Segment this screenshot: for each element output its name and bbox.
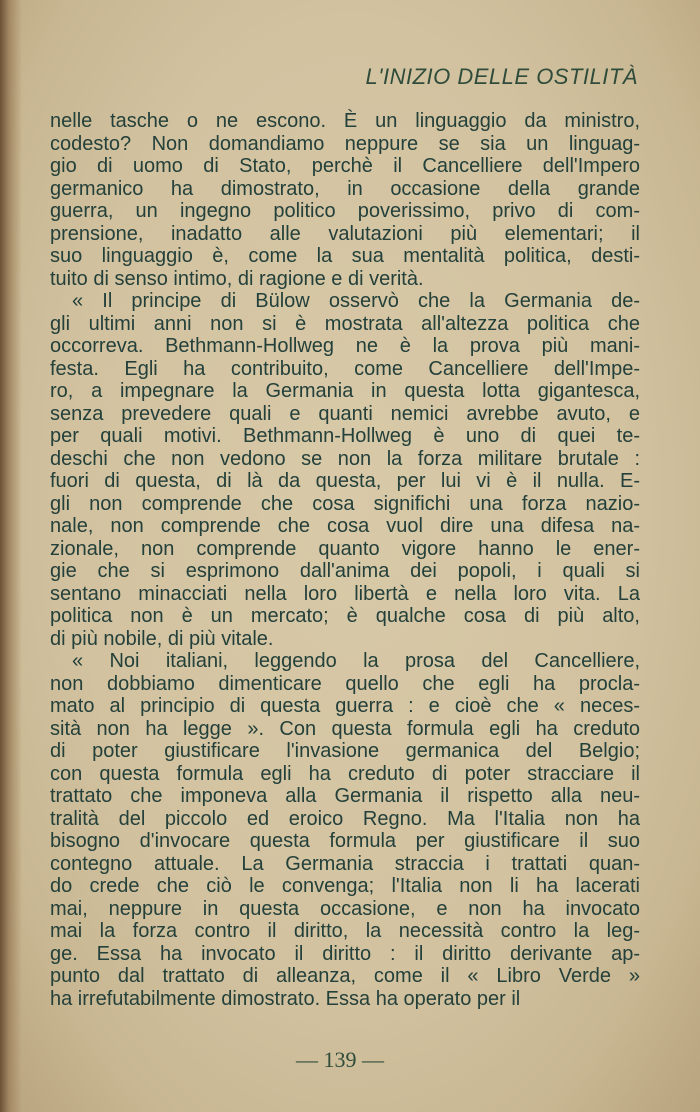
text-line: guerra, un ingegno politico poverissimo, privo di com- xyxy=(50,200,640,222)
text-line: bisogno d'invocare questa formula per giustificare il suo xyxy=(50,830,640,852)
text-line: germanico ha dimostrato, in occasione della grande xyxy=(50,177,640,200)
text-line: politica non è un mercato; è qualche cosa di più alto, xyxy=(50,605,640,627)
text-line: tuito di senso intimo, di ragione e di verità. xyxy=(50,267,424,290)
text-line: sentano minacciati nella loro libertà e nella loro vita. La xyxy=(50,582,640,605)
binding-shadow xyxy=(0,0,22,1112)
text-line: gio di uomo di Stato, perchè il Cancelliere dell'Impero xyxy=(50,155,640,177)
running-head: L'INIZIO DELLE OSTILITÀ xyxy=(365,64,638,89)
text-line: punto dal trattato di alleanza, come il « Libro Verde » xyxy=(50,965,640,987)
text-line: di poter giustificare l'invasione germanica del Belgio; xyxy=(50,740,640,762)
text-line: trattato che imponeva alla Germania il rispetto alla neu- xyxy=(50,785,640,807)
text-line: ha irrefutabilmente dimostrato. Essa ha operato per il xyxy=(50,987,521,1010)
text-line: nelle tasche o ne escono. È un linguaggio da ministro, xyxy=(50,110,640,132)
page-number: — 139 — xyxy=(296,1047,384,1072)
text-line: fuori di questa, di là da questa, per lui vi è il nulla. E- xyxy=(50,470,640,492)
text-line: per quali motivi. Bethmann-Hollweg è uno di quei te- xyxy=(50,425,640,447)
text-line: « Noi italiani, leggendo la prosa del Cancelliere, xyxy=(72,650,640,672)
text-line: zionale, non comprende quanto vigore hanno le ener- xyxy=(50,537,640,560)
text-line: con questa formula egli ha creduto di poter stracciare il xyxy=(50,762,640,785)
text-line: do crede che ciò le convenga; l'Italia non li ha lacerati xyxy=(50,875,640,897)
text-line: ge. Essa ha invocato il diritto : il diritto derivante ap- xyxy=(50,942,640,965)
text-line: ro, a impegnare la Germania in questa lotta gigantesca, xyxy=(50,380,640,402)
text-line: mai la forza contro il diritto, la necessità contro la leg- xyxy=(50,920,640,942)
paragraph xyxy=(50,290,640,650)
text-line: sità non ha legge ». Con questa formula egli ha creduto xyxy=(50,717,640,740)
text-line: suo linguaggio è, come la sua mentalità politica, desti- xyxy=(50,245,640,267)
text-line: senza prevedere quali e quanti nemici avrebbe avuto, e xyxy=(50,402,640,425)
text-line: deschi che non vedono se non la forza militare brutale : xyxy=(50,447,640,470)
text-line: codesto? Non domandiamo neppure se sia un linguag- xyxy=(50,132,640,155)
text-line: di più nobile, di più vitale. xyxy=(50,627,274,650)
text-line: gli ultimi anni non si è mostrata all'altezza politica che xyxy=(50,312,640,335)
text-line: mai, neppure in questa occasione, e non ha invocato xyxy=(50,897,640,920)
paragraph xyxy=(50,650,640,1010)
text-line: nale, non comprende che cosa vuol dire una difesa na- xyxy=(50,515,640,537)
text-line: mato al principio di questa guerra : e cioè che « neces- xyxy=(50,695,640,717)
paragraph xyxy=(50,110,640,290)
text-line: festa. Egli ha contribuito, come Cancelliere dell'Impe- xyxy=(50,357,640,380)
text-line: prensione, inadatto alle valutazioni più elementari; il xyxy=(50,222,640,245)
text-line: gie che si esprimono dall'anima dei popoli, i quali si xyxy=(50,560,640,582)
text-line: « Il principe di Bülow osservò che la Germania de- xyxy=(72,290,640,312)
text-line: gli non comprende che cosa significhi una forza nazio- xyxy=(50,492,640,515)
text-line: contegno attuale. La Germania straccia i trattati quan- xyxy=(50,852,640,875)
text-line: non dobbiamo dimenticare quello che egli ha procla- xyxy=(50,672,640,695)
body-text xyxy=(50,110,640,1010)
text-line: occorreva. Bethmann-Hollweg ne è la prova più mani- xyxy=(50,335,640,357)
text-line: tralità del piccolo ed eroico Regno. Ma l'Italia non ha xyxy=(50,807,640,830)
